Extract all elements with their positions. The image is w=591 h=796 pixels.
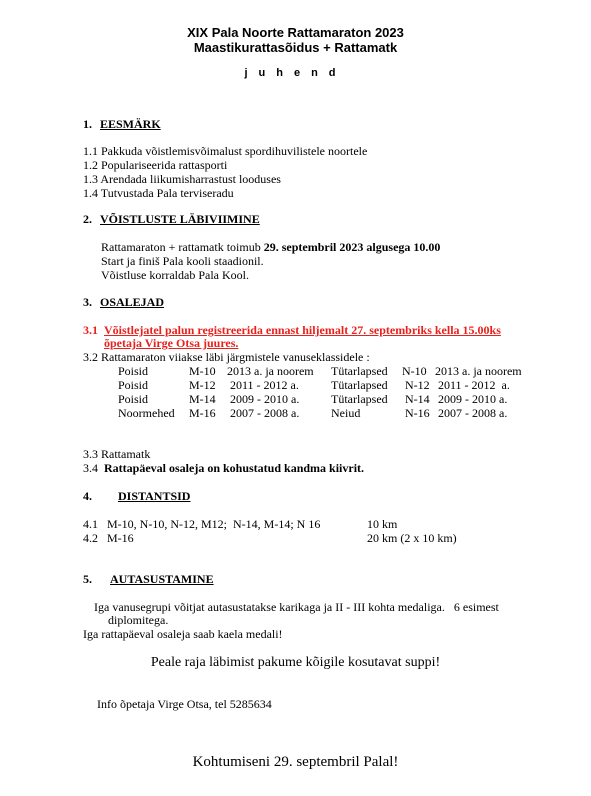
helmet-rule-line <box>83 461 365 475</box>
contact-info: Info õpetaja Virge Otsa, tel 5285634 <box>97 697 272 711</box>
age-classes-intro: 3.2 Rattamaraton viiakse läbi järgmistele vanuseklassidele : <box>83 350 370 364</box>
section-2-heading <box>83 212 260 226</box>
helmet-rule: Rattapäeval osaleja on kohustatud kandma kiivrit. <box>104 461 365 475</box>
registration-notice-line2: õpetaja Virge Otsa juures. <box>104 336 239 350</box>
section-2-title: VÕISTLUSTE LÄBIVIIMINE <box>100 212 260 226</box>
distance-label-2: 4.2 M-16 <box>83 531 134 545</box>
section-1-number: 1. <box>83 117 92 131</box>
document-subtitle: Maastikurattasõidus + Rattamatk <box>193 40 398 55</box>
registration-number: 3.1 <box>83 323 98 337</box>
start-finish-line: Start ja finiš Pala kooli staadionil. <box>101 254 264 268</box>
section-3-title: OSALEJAD <box>100 295 165 309</box>
soup-notice: Peale raja läbimist pakume kõigile kosutavat suppi! <box>150 655 441 670</box>
organizer-line: Võistluse korraldab Pala Kool. <box>101 268 249 282</box>
section-4-title: DISTANTSID <box>118 489 191 503</box>
age-classes-table <box>0 364 591 420</box>
distance-label-1: 4.1 M-10, N-10, N-12, M12; N-14, M-14; N 16 <box>83 517 321 531</box>
bike-tour-item: 3.3 Rattamatk <box>83 447 151 461</box>
section-4-number: 4. <box>83 489 92 503</box>
section-5-number: 5. <box>83 572 92 586</box>
document-title: XIX Pala Noorte Rattamaraton 2023 <box>187 25 404 40</box>
section-1-heading <box>83 117 161 131</box>
section-3-heading <box>83 295 165 309</box>
section-3-number: 3. <box>83 295 92 309</box>
goal-item-1: 1.1 Pakkuda võistlemisvõimalust spordihuvilistele noortele <box>83 144 368 158</box>
section-2-number: 2. <box>83 212 92 226</box>
goal-item-4: 1.4 Tutvustada Pala terviseradu <box>83 186 234 200</box>
medal-line: Iga rattapäeval osaleja saab kaela medali! <box>83 627 283 641</box>
closing-line: Kohtumiseni 29. septembril Palal! <box>192 754 399 770</box>
goal-item-2: 1.2 Populariseerida rattasporti <box>83 158 228 172</box>
awards-line-1: Iga vanusegrupi võitjat autasustatakse karikaga ja II - III kohta medaliga. 6 esimest <box>94 600 499 614</box>
section-1-title: EESMÄRK <box>100 117 161 131</box>
section-5-heading <box>83 572 214 586</box>
awards-line-2: diplomitega. <box>108 613 169 627</box>
registration-notice-line1: Võistlejatel palun registreerida ennast hiljemalt 27. septembriks kella 15.00ks <box>104 323 501 337</box>
event-date-prefix: Rattamaraton + rattamatk toimub <box>101 240 264 254</box>
age-class-row: Poisid M-10 2013 a. ja noorem Tütarlapsed N-10 2013 a. ja noorem <box>118 364 522 378</box>
event-date: 29. septembril 2023 algusega 10.00 <box>263 240 441 254</box>
event-date-line <box>101 240 440 254</box>
distance-value-2: 20 km (2 x 10 km) <box>367 531 457 545</box>
age-class-row: Poisid M-12 2011 - 2012 a. Tütarlapsed N-12 2011 - 2012 a. <box>118 378 510 392</box>
section-5-title: AUTASUSTAMINE <box>110 572 214 586</box>
age-class-row: Poisid M-14 2009 - 2010 a. Tütarlapsed N-14 2009 - 2010 a. <box>118 392 508 406</box>
helmet-rule-number: 3.4 <box>83 461 98 475</box>
section-4-heading <box>83 489 191 503</box>
distance-value-1: 10 km <box>367 517 398 531</box>
guide-label: juhend <box>244 67 347 79</box>
goal-item-3: 1.3 Arendada liikumisharrastust looduses <box>83 172 281 186</box>
age-class-row: Noormehed M-16 2007 - 2008 a. Neiud N-16 2007 - 2008 a. <box>118 406 508 420</box>
